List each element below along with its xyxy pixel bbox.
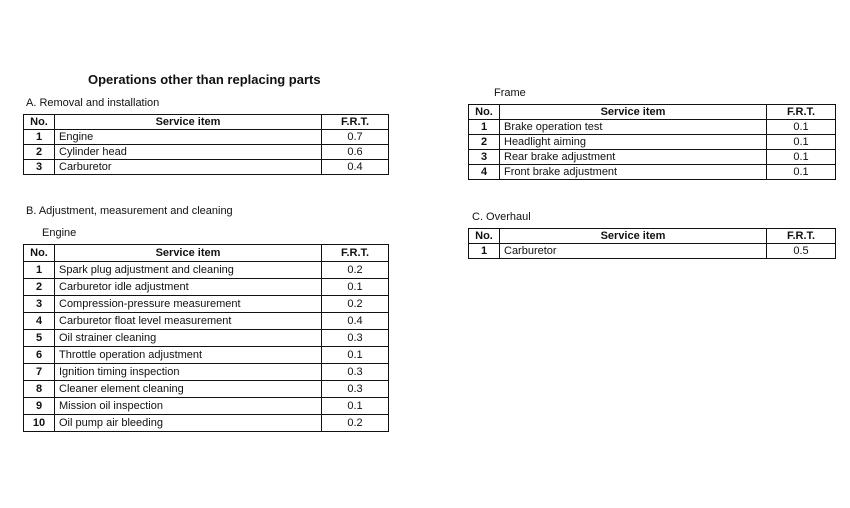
row-number: 1: [469, 120, 500, 135]
row-service-item: Brake operation test: [500, 120, 767, 135]
table-row: [24, 262, 389, 279]
table-row: [24, 279, 389, 296]
page-title: Operations other than replacing parts: [88, 72, 321, 87]
table-row: [24, 347, 389, 364]
row-number: 4: [24, 313, 55, 330]
row-frt: 0.3: [322, 364, 389, 381]
row-number: 5: [24, 330, 55, 347]
row-service-item: Ignition timing inspection: [55, 364, 322, 381]
table-header-row: [469, 105, 836, 120]
table-header-row: [24, 115, 389, 130]
row-frt: 0.3: [322, 330, 389, 347]
row-service-item: Mission oil inspection: [55, 398, 322, 415]
table-row: [24, 364, 389, 381]
row-number: 1: [24, 262, 55, 279]
header-no: No.: [24, 115, 55, 130]
row-number: 3: [24, 160, 55, 175]
row-number: 3: [469, 150, 500, 165]
table-row: [469, 150, 836, 165]
row-frt: 0.1: [322, 279, 389, 296]
table-row: [24, 381, 389, 398]
table-row: [24, 130, 389, 145]
table-row: [24, 313, 389, 330]
row-number: 1: [24, 130, 55, 145]
row-frt: 0.4: [322, 160, 389, 175]
row-service-item: Cleaner element cleaning: [55, 381, 322, 398]
header-service-item: Service item: [500, 229, 767, 244]
row-number: 3: [24, 296, 55, 313]
row-service-item: Throttle operation adjustment: [55, 347, 322, 364]
row-service-item: Carburetor: [55, 160, 322, 175]
header-frt: F.R.T.: [767, 229, 836, 244]
row-frt: 0.1: [322, 347, 389, 364]
row-service-item: Spark plug adjustment and cleaning: [55, 262, 322, 279]
row-frt: 0.1: [767, 135, 836, 150]
row-service-item: Compression-pressure measurement: [55, 296, 322, 313]
row-service-item: Front brake adjustment: [500, 165, 767, 180]
table-row: [469, 244, 836, 259]
removal-table: [23, 114, 389, 175]
frame-table: [468, 104, 836, 180]
row-service-item: Engine: [55, 130, 322, 145]
row-frt: 0.1: [322, 398, 389, 415]
overhaul-table: [468, 228, 836, 259]
row-frt: 0.1: [767, 120, 836, 135]
row-number: 2: [24, 145, 55, 160]
row-number: 1: [469, 244, 500, 259]
row-frt: 0.5: [767, 244, 836, 259]
table-row: [24, 145, 389, 160]
header-service-item: Service item: [500, 105, 767, 120]
row-service-item: Carburetor: [500, 244, 767, 259]
section-c-label: C. Overhaul: [472, 211, 531, 223]
table-row: [24, 398, 389, 415]
row-frt: 0.1: [767, 150, 836, 165]
header-service-item: Service item: [55, 245, 322, 262]
row-number: 7: [24, 364, 55, 381]
row-service-item: Oil pump air bleeding: [55, 415, 322, 432]
row-service-item: Headlight aiming: [500, 135, 767, 150]
row-number: 10: [24, 415, 55, 432]
row-frt: 0.2: [322, 262, 389, 279]
header-frt: F.R.T.: [767, 105, 836, 120]
table-row: [24, 160, 389, 175]
row-number: 2: [469, 135, 500, 150]
row-number: 8: [24, 381, 55, 398]
engine-label: Engine: [42, 227, 77, 239]
table-header-row: [469, 229, 836, 244]
row-number: 4: [469, 165, 500, 180]
row-frt: 0.3: [322, 381, 389, 398]
row-number: 2: [24, 279, 55, 296]
section-b-label: B. Adjustment, measurement and cleaning: [26, 205, 233, 217]
row-frt: 0.1: [767, 165, 836, 180]
frame-label: Frame: [494, 87, 526, 99]
section-a-label: A. Removal and installation: [26, 97, 160, 109]
row-number: 9: [24, 398, 55, 415]
row-service-item: Cylinder head: [55, 145, 322, 160]
row-service-item: Oil strainer cleaning: [55, 330, 322, 347]
row-service-item: Carburetor float level measurement: [55, 313, 322, 330]
table-row: [24, 330, 389, 347]
header-no: No.: [469, 105, 500, 120]
header-service-item: Service item: [55, 115, 322, 130]
table-row: [24, 415, 389, 432]
row-number: 6: [24, 347, 55, 364]
header-frt: F.R.T.: [322, 245, 389, 262]
header-frt: F.R.T.: [322, 115, 389, 130]
row-frt: 0.6: [322, 145, 389, 160]
table-header-row: [24, 245, 389, 262]
row-frt: 0.2: [322, 415, 389, 432]
header-no: No.: [24, 245, 55, 262]
table-row: [24, 296, 389, 313]
row-frt: 0.2: [322, 296, 389, 313]
engine-table: [23, 244, 389, 432]
row-service-item: Carburetor idle adjustment: [55, 279, 322, 296]
table-row: [469, 120, 836, 135]
header-no: No.: [469, 229, 500, 244]
table-row: [469, 135, 836, 150]
row-frt: 0.7: [322, 130, 389, 145]
row-service-item: Rear brake adjustment: [500, 150, 767, 165]
row-frt: 0.4: [322, 313, 389, 330]
table-row: [469, 165, 836, 180]
